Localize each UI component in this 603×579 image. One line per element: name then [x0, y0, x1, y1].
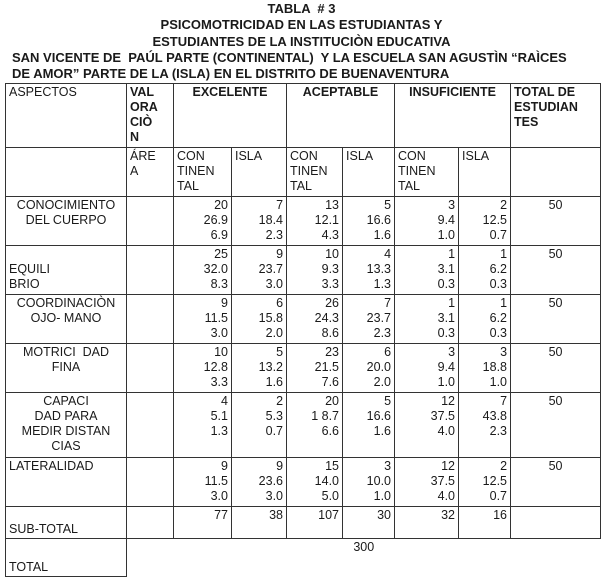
value-cell: 13 12.1 4.3 — [287, 197, 343, 246]
value-cell: 25 32.0 8.3 — [174, 246, 232, 295]
value-cell: 4 5.1 1.3 — [174, 393, 232, 458]
table-row — [6, 393, 601, 458]
total-cell: 50 — [511, 246, 601, 295]
value-cell: 15 14.0 5.0 — [287, 458, 343, 507]
value-cell: 2 12.5 0.7 — [459, 197, 511, 246]
value-cell: 6 20.0 2.0 — [343, 344, 395, 393]
value-cell: 1 3.1 0.3 — [395, 246, 459, 295]
value-cell: 10 9.3 3.3 — [287, 246, 343, 295]
value-cell: 3 9.4 1.0 — [395, 197, 459, 246]
value-cell: 20 26.9 6.9 — [174, 197, 232, 246]
value-cell: 7 43.8 2.3 — [459, 393, 511, 458]
total-label: TOTAL — [6, 539, 127, 577]
value-cell: 12 37.5 4.0 — [395, 393, 459, 458]
value-cell: 5 13.2 1.6 — [232, 344, 287, 393]
value-cell: 12 37.5 4.0 — [395, 458, 459, 507]
subtotal-cell: 30 — [343, 507, 395, 539]
value-cell: 3 18.8 1.0 — [459, 344, 511, 393]
value-cell: 9 11.5 3.0 — [174, 458, 232, 507]
total-cell: 50 — [511, 458, 601, 507]
subheader-continental: CON TINEN TAL — [174, 148, 232, 197]
aspect-label: LATERALIDAD — [6, 458, 127, 507]
total-row — [6, 539, 601, 577]
value-cell: 2 12.5 0.7 — [459, 458, 511, 507]
total-cell: 50 — [511, 393, 601, 458]
value-cell: 9 23.7 3.0 — [232, 246, 287, 295]
total-cell: 50 — [511, 344, 601, 393]
area-cell — [127, 458, 174, 507]
subheader-isla: ISLA — [232, 148, 287, 197]
area-cell — [127, 246, 174, 295]
aspect-label: EQUILI BRIO — [6, 246, 127, 295]
area-cell — [127, 197, 174, 246]
area-cell — [127, 507, 174, 539]
table-row — [6, 197, 601, 246]
subtotal-cell: 77 — [174, 507, 232, 539]
title-line-4: SAN VICENTE DE PAÚL PARTE (CONTINENTAL) Y LA ESCUELA SAN AGUSTÌN “RAÌCES — [12, 50, 567, 65]
aspect-label: MOTRICI DAD FINA — [6, 344, 127, 393]
aspect-label: CONOCIMIENTO DEL CUERPO — [6, 197, 127, 246]
value-cell: 7 23.7 2.3 — [343, 295, 395, 344]
aspect-label: COORDINACIÒN OJO- MANO — [6, 295, 127, 344]
total-cell: 50 — [511, 197, 601, 246]
value-cell: 9 11.5 3.0 — [174, 295, 232, 344]
subtotal-cell: 107 — [287, 507, 343, 539]
title-line-2: PSICOMOTRICIDAD EN LAS ESTUDIANTAS Y — [160, 17, 443, 32]
table-row — [6, 458, 601, 507]
value-cell: 20 1 8.7 6.6 — [287, 393, 343, 458]
header-aceptable: ACEPTABLE — [287, 84, 395, 148]
value-cell: 1 3.1 0.3 — [395, 295, 459, 344]
table-row — [6, 295, 601, 344]
value-cell: 1 6.2 0.3 — [459, 295, 511, 344]
empty-cell — [511, 148, 601, 197]
value-cell: 10 12.8 3.3 — [174, 344, 232, 393]
empty-cell — [511, 507, 601, 539]
value-cell: 23 21.5 7.6 — [287, 344, 343, 393]
area-cell — [127, 344, 174, 393]
title-line-5: DE AMOR” PARTE DE LA (ISLA) EN EL DISTRITO DE BUENAVENTURA — [12, 66, 450, 81]
subtotal-cell: 32 — [395, 507, 459, 539]
header-insuficiente: INSUFICIENTE — [395, 84, 511, 148]
value-cell: 3 9.4 1.0 — [395, 344, 459, 393]
subheader-area: ÁRE A — [127, 148, 174, 197]
subtotal-row — [6, 507, 601, 539]
value-cell: 4 13.3 1.3 — [343, 246, 395, 295]
value-cell: 1 6.2 0.3 — [459, 246, 511, 295]
value-cell: 9 23.6 3.0 — [232, 458, 287, 507]
subtotal-cell: 16 — [459, 507, 511, 539]
header-valoracion: VAL ORA CIÒ N — [127, 84, 174, 148]
value-cell: 5 16.6 1.6 — [343, 393, 395, 458]
subheader-isla: ISLA — [343, 148, 395, 197]
table-row — [6, 344, 601, 393]
aspect-label: CAPACI DAD PARA MEDIR DISTAN CIAS — [6, 393, 127, 458]
value-cell: 6 15.8 2.0 — [232, 295, 287, 344]
value-cell: 2 5.3 0.7 — [232, 393, 287, 458]
value-cell: 26 24.3 8.6 — [287, 295, 343, 344]
subheader-isla: ISLA — [459, 148, 511, 197]
total-cell: 50 — [511, 295, 601, 344]
value-cell: 7 18.4 2.3 — [232, 197, 287, 246]
header-excelente: EXCELENTE — [174, 84, 287, 148]
empty-cell — [6, 148, 127, 197]
grand-total-value: 300 — [127, 539, 601, 577]
value-cell: 5 16.6 1.6 — [343, 197, 395, 246]
title-line-3: ESTUDIANTES DE LA INSTITUCIÒN EDUCATIVA — [152, 34, 451, 49]
psicomotricidad-table — [5, 83, 601, 577]
subheader-continental: CON TINEN TAL — [395, 148, 459, 197]
subheader-continental: CON TINEN TAL — [287, 148, 343, 197]
subtotal-cell: 38 — [232, 507, 287, 539]
header-aspectos: ASPECTOS — [6, 84, 127, 148]
table-row — [6, 246, 601, 295]
header-total-estudiantes: TOTAL DE ESTUDIAN TES — [511, 84, 601, 148]
subtotal-label: SUB-TOTAL — [6, 507, 127, 539]
table-number: TABLA # 3 — [267, 1, 336, 16]
value-cell: 3 10.0 1.0 — [343, 458, 395, 507]
area-cell — [127, 393, 174, 458]
area-cell — [127, 295, 174, 344]
